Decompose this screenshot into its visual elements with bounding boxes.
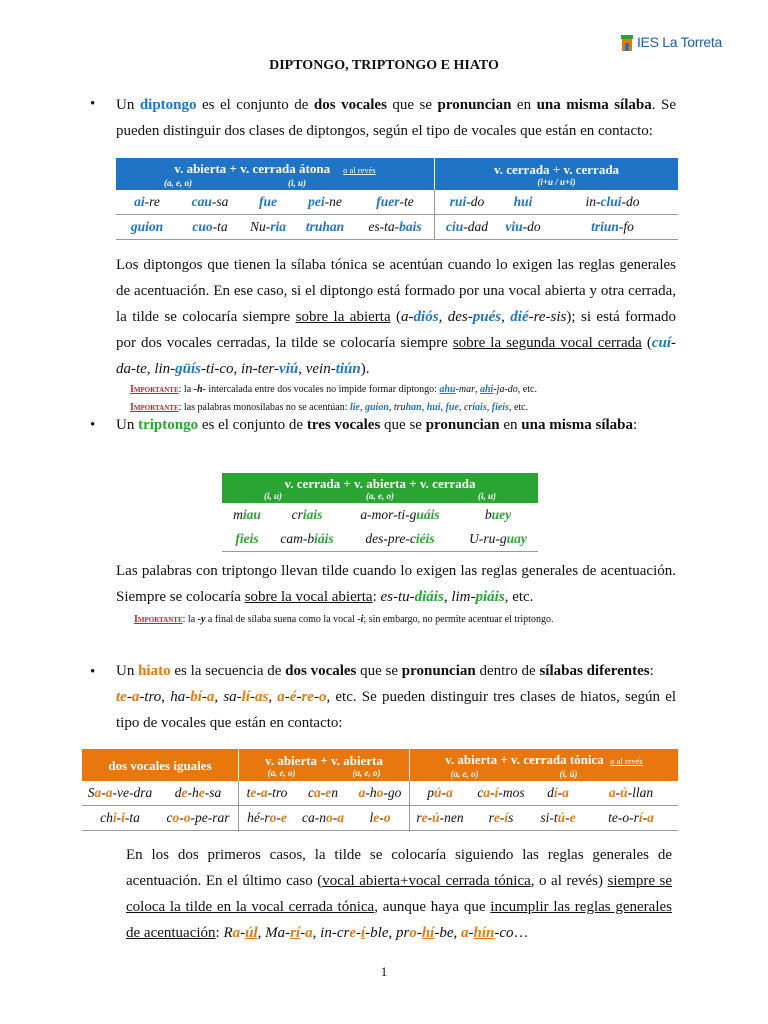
cell: a-ú-llan	[608, 785, 654, 800]
cell: de-he-sa	[158, 781, 239, 806]
bullet-triptongo: •	[90, 417, 96, 433]
cell: guion	[130, 219, 164, 234]
cell: fieis	[235, 531, 259, 546]
page-title: DIPTONGO, TRIPTONGO E HIATO	[269, 58, 499, 73]
cell: truhan	[305, 219, 345, 234]
cell: ca-en	[308, 785, 338, 800]
page-number: 1	[380, 964, 388, 979]
cell: triun-fo	[591, 219, 634, 234]
cell: cau-sa	[191, 194, 229, 209]
diptongo-intro: Un diptongo es el conjunto de dos vocales que se pronuncian en una misma sílaba. Se pueden distinguir dos clases de diptongos, según el tipo de vocales que están en contacto:	[116, 97, 676, 139]
cell: pú-a	[427, 785, 453, 800]
cell: te-a-tro	[246, 785, 288, 800]
hiato-header-open-closed: v. abierta + v. cerrada tónica o al revés (a, e, o) (í, ú)	[445, 752, 643, 779]
hiato-intro: Un hiato es la secuencia de dos vocales que se pronuncian dentro de sílabas diferentes: te-a-tro, ha-bí-a, sa-lí-as, a-é-re-o, etc. Se pueden distinguir tres clases de hiatos, según el tipo de vocales que están en contacto:	[116, 663, 677, 731]
triptongo-paragraph: Las palabras con triptongo llevan tilde cuando lo exigen las reglas generales de acentuación. Siempre se colocaría sobre la vocal abierta: es-tu-diáis, lim-piáis, etc.	[116, 563, 676, 605]
cell: ai-re	[134, 194, 160, 209]
triptongo-note: Importante: la -y a final de sílaba suena como la vocal -i; sin embargo, no permite acentuar el triptongo.	[134, 614, 554, 625]
cell: re-ú-nen	[416, 810, 464, 825]
cell: le-o	[351, 806, 410, 831]
cell: co-o-pe-rar	[158, 806, 239, 831]
cell: fuer-te	[376, 194, 414, 209]
tower-icon	[619, 32, 635, 52]
hiato-header-open-open: v. abierta + v. abierta (a, e, o) (a, e, o)	[239, 749, 410, 781]
cell: criais	[291, 507, 323, 522]
cell: in-clui-do	[585, 194, 640, 209]
cell: te-o-rí-a	[608, 810, 654, 825]
cell: dí-a	[547, 785, 569, 800]
cell: chi-i-ta	[100, 810, 140, 825]
diptongo-note-monosilabas: Importante: las palabras monosílabas no se acentúan: lie, guion, truhan, hui, fue, criais, fieis, etc.	[130, 402, 529, 413]
triptongo-header: v. cerrada + v. abierta + v. cerrada (i, u) (a, e, o) (i, u)	[264, 476, 496, 501]
cell: miau	[233, 507, 261, 522]
cell: re-ís	[488, 810, 514, 825]
hiato-paragraph: En los dos primeros casos, la tilde se colocaría siguiendo las reglas generales de acentuación. En el último caso (vocal abierta+vocal cerrada tónica, o al revés) siempre se coloca la tilde en la vocal cerrada tónica, aunque haya que incumplir las reglas generales de acentuación: Ra-úl, Ma-rí-a, in-cre-í-ble, pro-hí-be, a-hín-co…	[126, 847, 673, 941]
cell: cam-biáis	[280, 531, 334, 546]
cell: si-tú-e	[540, 810, 576, 825]
diptongo-header-closed-closed: v. cerrada + v. cerrada (i+u / u+i)	[435, 158, 679, 190]
cell: pei-ne	[308, 194, 342, 209]
triptongo-table	[222, 473, 538, 552]
cell: hé-ro-e	[247, 810, 287, 825]
cell: hui	[513, 194, 533, 209]
triptongo-intro: Un triptongo es el conjunto de tres vocales que se pronuncian en una misma sílaba:	[116, 417, 638, 433]
cell: ciu-dad	[435, 215, 500, 240]
cell: des-pre-ciéis	[365, 531, 435, 546]
hiato-header-equal: dos vocales iguales	[82, 749, 239, 781]
cell: ca-no-a	[302, 810, 344, 825]
bullet-hiato: •	[90, 664, 96, 680]
cell: a-ho-go	[351, 781, 410, 806]
cell: rui-do	[435, 190, 500, 215]
cell: ca-í-mos	[477, 785, 525, 800]
cell: buey	[484, 507, 512, 522]
cell: a-mor-ti-guáis	[360, 507, 440, 522]
diptongo-header-open-closed: v. abierta + v. cerrada átona o al revés (a, e, o) (i, u)	[164, 161, 376, 188]
diptongo-note-h: Importante: la -h- intercalada entre dos vocales no impide formar diptongo: ahu-mar, ahi-ja-do, etc.	[130, 384, 537, 395]
cell: U-ru-guay	[469, 531, 527, 546]
school-logo	[619, 32, 722, 52]
cell: Nu-ria	[249, 219, 286, 234]
cell: cuo-ta	[192, 219, 228, 234]
hiato-table	[82, 749, 678, 831]
logo-text: IES La Torreta	[636, 34, 722, 50]
cell: fue	[259, 194, 277, 209]
diptongo-paragraph: Los diptongos que tienen la sílaba tónica se acentúan cuando lo exigen las reglas generales de acentuación. En ese caso, si el diptongo está formado por una vocal abierta y otra cerrada, la tilde se colocaría siempre sobre la abierta (a-diós, des-pués, dié-re-sis); si está formado por dos vocales cerradas, la tilde se colocaría siempre sobre la segunda vocal cerrada (cuí-da-te, lin-güís-ti-co, in-ter-viú, vein-tiún).	[116, 257, 676, 377]
bullet-diptongo: •	[90, 96, 96, 112]
cell: viu-do	[505, 219, 541, 234]
diptongo-table	[116, 158, 678, 240]
cell: es-ta-bais	[368, 219, 422, 234]
cell: Sa-a-ve-dra	[87, 785, 153, 800]
